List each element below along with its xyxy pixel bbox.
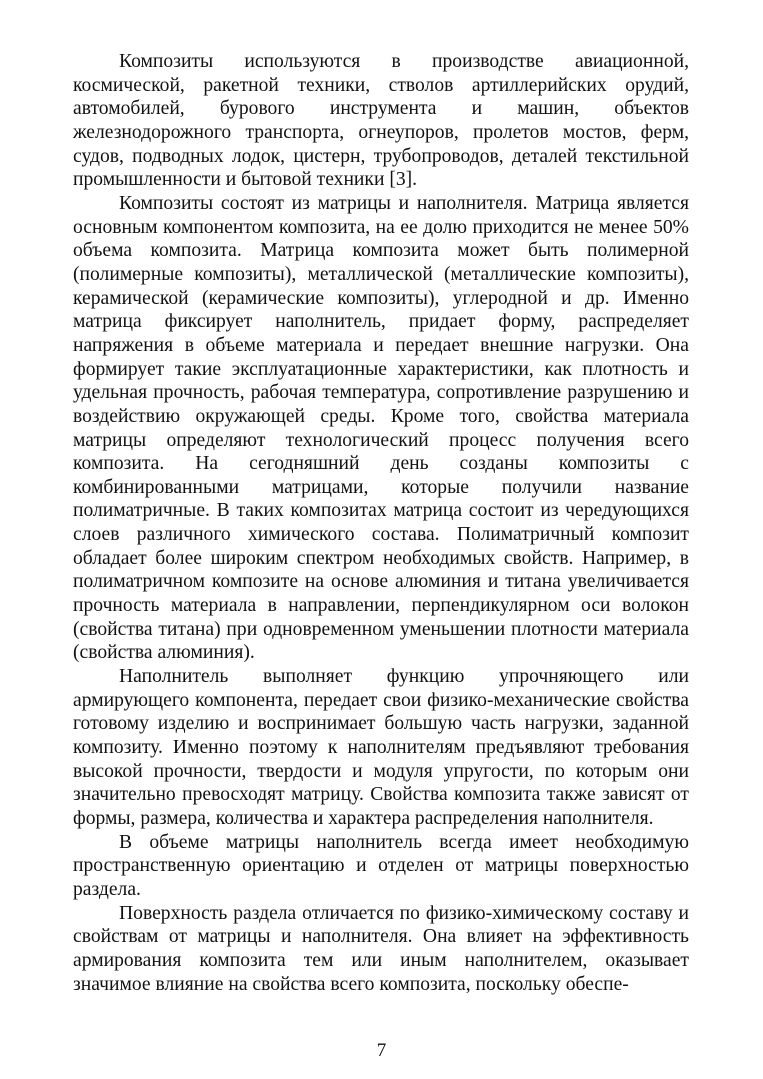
paragraph-filler-description: Наполнитель выполняет функцию упрочняющего или армирующего компонента, передает свои физико-механические свойства готовому изделию и воспринимает большую часть нагрузки, заданной композиту. Именно поэтому к наполнителям предъявляют требования высокой прочности, твердости и модуля упругости, по которым они значительно превосходят матрицу. Свойства композита также зависят от формы, размера, количества и характера распределения наполнителя. bbox=[73, 666, 689, 829]
paragraph-interface-surface: Поверхность раздела отличается по физико-химическому составу и свойствам от матрицы и наполнителя. Она влияет на эффективность армирования композита тем или иным наполнителем, оказывает значимое влияние на свойства всего композита, поскольку обеспе- bbox=[73, 902, 689, 995]
page-number: 7 bbox=[376, 1040, 387, 1061]
paragraph-composite-applications: Композиты используются в производстве авиационной, космической, ракетной техники, стволов артиллерийских орудий, автомобилей, бурового инструмента и машин, объектов железнодорожного транспорта, огнеупоров, пролетов мостов, ферм, судов, подводных лодок, цистерн, трубопроводов, деталей текстильной промышленности и бытовой техники [3]. bbox=[73, 51, 689, 191]
paragraph-filler-orientation: В объеме матрицы наполнитель всегда имеет необходимую пространственную ориентацию и отделен от матрицы поверхностью раздела. bbox=[73, 831, 689, 900]
paragraph-matrix-description: Композиты состоят из матрицы и наполнителя. Матрица является основным компонентом композита, на ее долю приходится не менее 50% объема композита. Матрица композита может быть полимерной (полимерные композиты), металлической (металлические композиты), керамической (керамические композиты), углеродной и др. Именно матрица фиксирует наполнитель, придает форму, распределяет напряжения в объеме материала и передает внешние нагрузки. Она формирует такие эксплуатационные характеристики, как плотность и удельная прочность, рабочая температура, сопротивление разрушению и воздействию окружающей среды. Кроме того, свойства материала матрицы определяют технологический процесс получения всего композита. На сегодняшний день созданы композиты с комбинированными матрицами, которые получили название полиматричные. В таких композитах матрица состоит из чередующихся слоев различного химического состава. Полиматричный композит обладает более широким спектром необходимых свойств. Например, в полиматричном композите на основе алюминия и титана увеличивается прочность материала в направлении, перпендикулярном оси волокон (свойства титана) при одновременном уменьшении плотности материала (свойства алюминия). bbox=[73, 192, 689, 664]
page-body bbox=[73, 50, 689, 996]
